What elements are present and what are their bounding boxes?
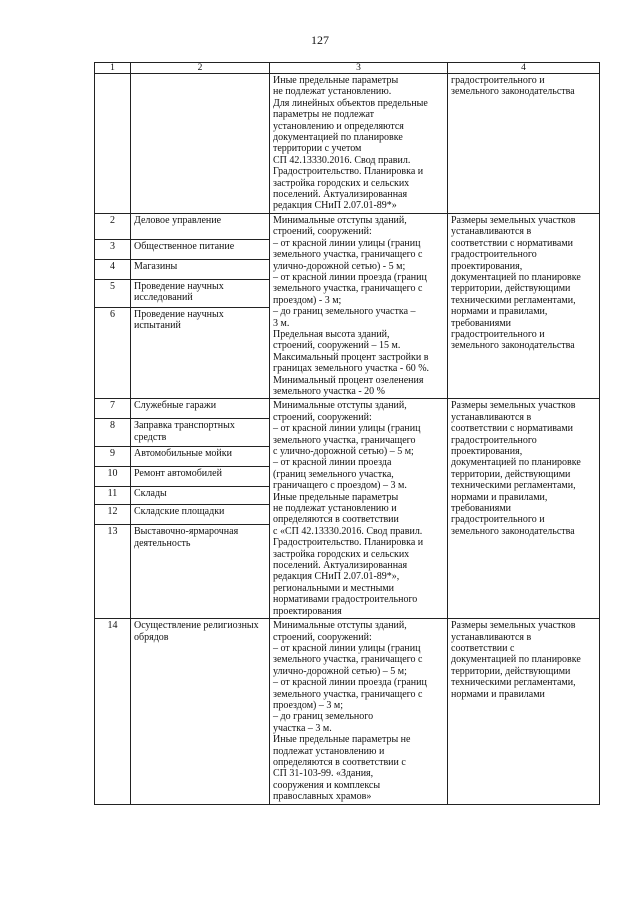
land-use-name: Проведение научных испытаний (131, 307, 270, 399)
text-line: Градостроительство. Планировка и (273, 166, 424, 178)
row-number: 14 (95, 619, 131, 805)
text-line: сооружения и комплексы (273, 779, 381, 791)
text-line: Иные предельные параметры не (273, 734, 411, 746)
text-line: православных храмов» (273, 791, 372, 803)
text-line: нормативами градостроительного (273, 594, 418, 606)
text-line: Предельная высота зданий, (273, 328, 390, 340)
text-line: Для линейных объектов предельные (273, 97, 428, 109)
text-line: проектирования (273, 605, 342, 617)
row-number: 10 (95, 467, 131, 487)
text-line: улично-дорожной сетью) – 5 м; (273, 665, 407, 677)
text-line: строений, сооружений – 15 м. (273, 340, 401, 352)
header-cell: 3 (270, 63, 448, 74)
text-line: устанавливаются в (451, 226, 532, 238)
row-number: 6 (95, 307, 131, 399)
regulations-table (94, 62, 600, 805)
text-line: проектирования, (451, 446, 523, 457)
text-line: застройка городских и сельских (273, 548, 410, 560)
text-line: территории, действующими (451, 665, 571, 677)
land-use-name: Ремонт автомобилей (131, 467, 270, 487)
text-line: проездом) - 3 м; (273, 294, 342, 306)
land-use-name: Заправка транспортных средств (131, 419, 270, 447)
text-line: требованиями (451, 503, 512, 515)
text-line: – до границ земельного (273, 711, 374, 723)
text-line: поселений. Актуализированная (273, 560, 408, 572)
text-line: земельного законодательства (451, 86, 575, 98)
text-line: Иные предельные параметры (273, 491, 399, 503)
row-number: 8 (95, 419, 131, 447)
text-line: документацией по планировке (451, 457, 581, 469)
text-line: поселений. Актуализированная (273, 189, 408, 201)
row-number: 2 (95, 213, 131, 239)
text-line: Минимальные отступы зданий, (273, 620, 407, 632)
text-line: застройка городских и сельских (273, 177, 410, 189)
text-line: земельного участка, граничащего с (273, 688, 423, 700)
text-line: градостроительного и (451, 328, 545, 340)
land-use-name: Осуществление религиозных обрядов (131, 619, 270, 805)
text-line: устанавливаются в (451, 631, 532, 643)
text-line: граничащего с проездом) – 3 м. (273, 480, 407, 492)
text-line: соответствии с нормативами (451, 423, 574, 435)
empty-cell (131, 74, 270, 214)
header-cell: 2 (131, 63, 270, 74)
plot-size-cell (448, 74, 600, 214)
text-line: Максимальный процент застройки в (273, 351, 429, 363)
parameters-cell (270, 74, 448, 214)
text-line: градостроительного (451, 249, 537, 261)
text-line: редакция СНиП 2.07.01-89*», (273, 571, 400, 583)
text-line: соответствии с (451, 642, 515, 654)
row-number: 3 (95, 239, 131, 259)
text-line: Размеры земельных участков (451, 214, 576, 226)
table-row (95, 619, 600, 805)
text-line: земельного законодательства (451, 525, 575, 537)
text-line: техническими регламентами, (451, 677, 576, 689)
land-use-name: Магазины (131, 259, 270, 279)
text-line: устанавливаются в (451, 411, 532, 423)
text-line: земельного участка, граничащего (273, 434, 416, 446)
text-line: строений, сооружений: (273, 411, 372, 423)
row-number: 11 (95, 487, 131, 505)
text-line: документацией по планировке (451, 654, 581, 666)
land-use-name: Выставочно-ярмарочная деятельность (131, 525, 270, 619)
text-line: редакция СНиП 2.07.01-89*» (273, 200, 397, 212)
land-use-name: Служебные гаражи (131, 399, 270, 419)
plot-size-cell (448, 213, 600, 399)
text-line: установлению и определяются (273, 120, 404, 132)
plot-size-cell (448, 399, 600, 619)
text-line: – от красной линии улицы (границ (273, 237, 421, 249)
text-line: – от красной линии улицы (границ (273, 642, 421, 654)
row-number: 13 (95, 525, 131, 619)
table-header-row (95, 63, 600, 74)
text-line: региональными и местными (273, 582, 394, 594)
land-use-name: Автомобильные мойки (131, 447, 270, 467)
text-line: требованиями (451, 317, 512, 329)
text-line: Минимальные отступы зданий, (273, 400, 407, 412)
text-line: (границ земельного участка, (273, 468, 394, 480)
text-line: Градостроительство. Планировка и (273, 537, 424, 549)
text-line: Минимальный процент озеленения (273, 374, 424, 386)
land-use-name: Складские площадки (131, 505, 270, 525)
text-line: земельного участка, граничащего с (273, 283, 423, 295)
text-line: Размеры земельных участков (451, 620, 576, 632)
text-line: определяются в соответствии с (273, 756, 406, 768)
table-row (95, 399, 600, 419)
text-line: нормами и правилами, (451, 491, 548, 503)
text-line: соответствии с нормативами (451, 237, 574, 249)
text-line: участка – 3 м. (273, 722, 332, 734)
header-cell: 1 (95, 63, 131, 74)
text-line: градостроительного и (451, 514, 545, 526)
text-line: – от красной линии проезда (границ (273, 271, 427, 283)
header-cell: 4 (448, 63, 600, 74)
land-use-name: Склады (131, 487, 270, 505)
empty-cell (95, 74, 131, 214)
page-number: 127 (311, 33, 329, 47)
text-line: СП 42.13330.2016. Свод правил. (273, 154, 411, 166)
text-line: Иные предельные параметры (273, 75, 399, 86)
text-line: документацией по планировке (273, 132, 403, 144)
text-line: земельного участка, граничащего с (273, 654, 423, 666)
text-line: границах земельного участка - 60 %. (273, 363, 430, 375)
text-line: градостроительного (451, 434, 537, 446)
text-line: техническими регламентами, (451, 294, 576, 306)
text-line: земельного участка - 20 % (273, 385, 385, 397)
text-line: – от красной линии проезда (273, 457, 392, 469)
text-line: СП 31-103-99. «Здания, (273, 768, 374, 780)
land-use-name: Проведение научных исследований (131, 279, 270, 307)
text-line: территории с учетом (273, 143, 362, 155)
text-line: – от красной линии улицы (границ (273, 423, 421, 435)
text-line: градостроительного и (451, 75, 545, 86)
parameters-cell (270, 213, 448, 399)
text-line: территории, действующими (451, 468, 571, 480)
plot-size-cell (448, 619, 600, 805)
text-line: нормами и правилами (451, 688, 545, 700)
row-number: 4 (95, 259, 131, 279)
text-line: улично-дорожной сетью) - 5 м; (273, 260, 406, 272)
text-line: с «СП 42.13330.2016. Свод правил. (273, 525, 423, 537)
text-line: 3 м. (273, 317, 290, 329)
text-line: нормами и правилами, (451, 306, 548, 318)
text-line: земельного законодательства (451, 340, 575, 352)
text-line: земельного участка, граничащего с (273, 249, 423, 261)
continuation-row (95, 74, 600, 214)
text-line: строений, сооружений: (273, 226, 372, 238)
text-line: строений, сооружений: (273, 631, 372, 643)
text-line: – до границ земельного участка – (273, 306, 416, 318)
text-line: с улично-дорожной сетью) – 5 м; (273, 446, 414, 457)
row-number: 5 (95, 279, 131, 307)
text-line: определяются в соответствии (273, 514, 399, 526)
text-line: техническими регламентами, (451, 480, 576, 492)
land-use-name: Деловое управление (131, 213, 270, 239)
text-line: подлежат установлению и (273, 745, 385, 757)
text-line: Минимальные отступы зданий, (273, 214, 407, 226)
text-line: параметры не подлежат (273, 109, 375, 121)
text-line: не подлежат установлению и (273, 503, 397, 515)
table-row (95, 213, 600, 239)
text-line: не подлежат установлению. (273, 86, 392, 98)
land-use-name: Общественное питание (131, 239, 270, 259)
text-line: Размеры земельных участков (451, 400, 576, 412)
row-number: 7 (95, 399, 131, 419)
text-line: территории, действующими (451, 283, 571, 295)
row-number: 9 (95, 447, 131, 467)
text-line: проездом) – 3 м; (273, 699, 343, 711)
text-line: – от красной линии проезда (границ (273, 677, 427, 689)
text-line: документацией по планировке (451, 271, 581, 283)
row-number: 12 (95, 505, 131, 525)
parameters-cell (270, 399, 448, 619)
parameters-cell (270, 619, 448, 805)
text-line: проектирования, (451, 260, 523, 272)
